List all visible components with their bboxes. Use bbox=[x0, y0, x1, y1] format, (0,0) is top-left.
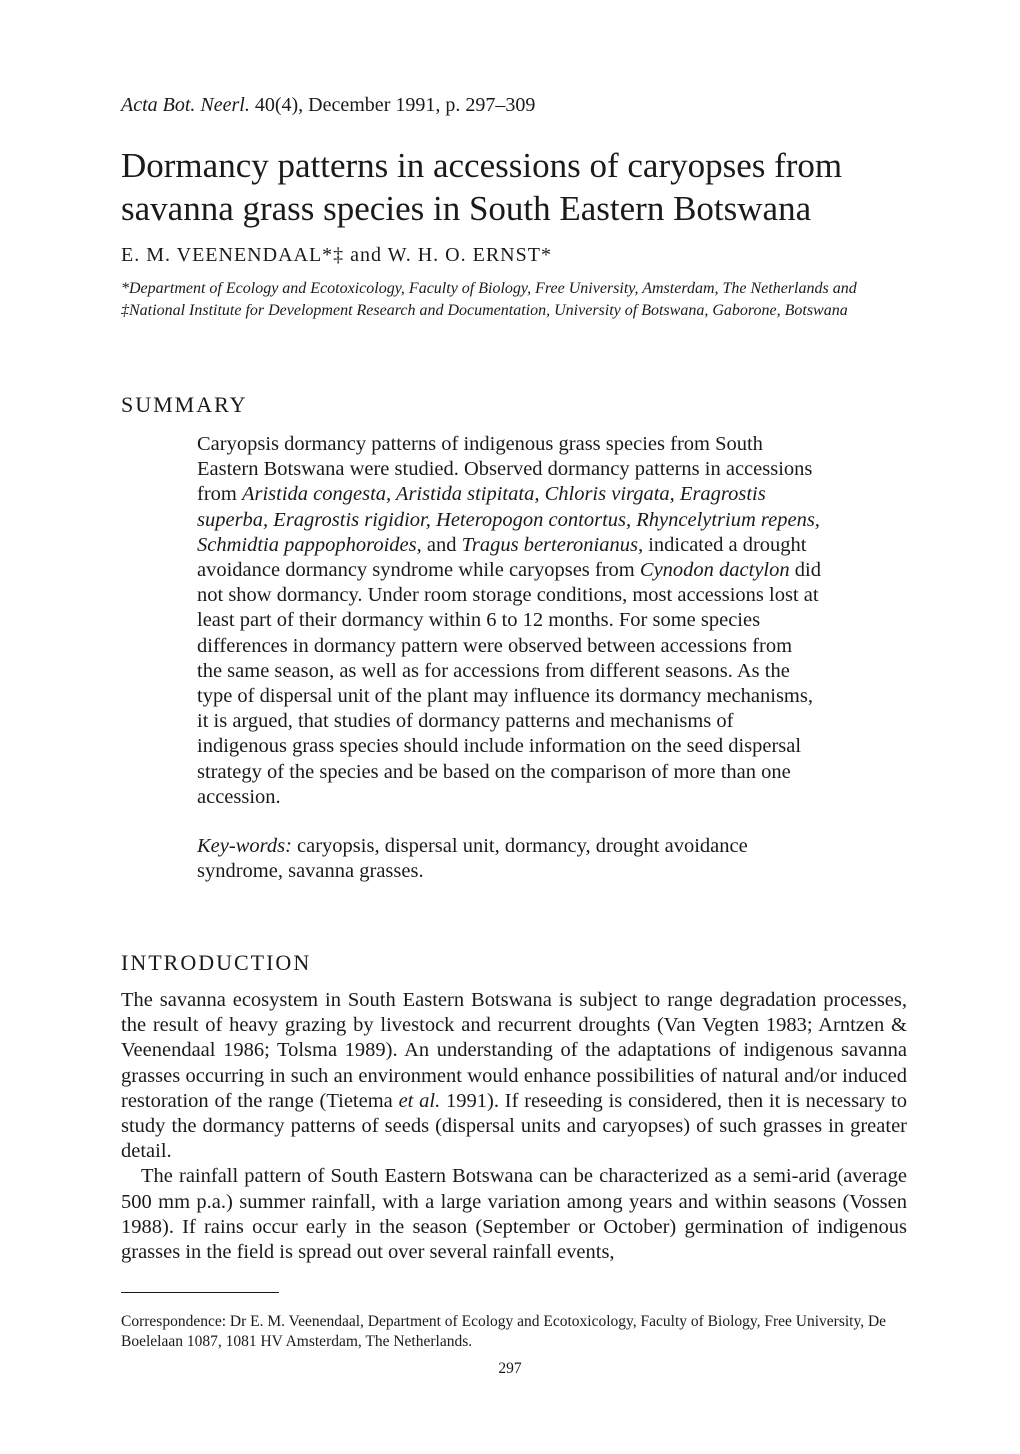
journal-citation bbox=[121, 94, 535, 117]
intro-p1-text-a: The savanna ecosystem in South Eastern Botswana is subject to range degradation processes, the result of heavy grazing by livestock and recurrent droughts (Van Vegten 1983; Arntzen & Veenendaal 1986; Tolsma 1989). An understanding of the adaptations of indigenous savanna grasses occurring in such an environment would enhance possibilities of natural and/or induced restoration of the range (Tietema bbox=[121, 989, 907, 1112]
journal-abbrev: Acta Bot. Neerl. bbox=[121, 94, 250, 116]
summary-heading: SUMMARY bbox=[121, 392, 248, 417]
intro-p1-text-b: 1991). If reseeding is considered, then it is necessary to study the dormancy patterns of seeds (dispersal units and caryopses) of such grasses in greater detail. bbox=[121, 1089, 907, 1163]
summary-body bbox=[197, 432, 822, 884]
introduction-body bbox=[121, 988, 907, 1265]
summary-text-a: Caryopsis dormancy patterns of indigenous grass species from South Eastern Botswana were studied. Observed dormancy patterns in accessions from bbox=[197, 433, 813, 506]
summary-text-c: indicated a drought avoidance dormancy syndrome while caryopses from bbox=[197, 533, 807, 582]
keywords bbox=[197, 834, 822, 884]
article-title: Dormancy patterns in accessions of caryopses from savanna grass species in South Eastern Botswana bbox=[121, 146, 843, 228]
citation-details: 40(4), December 1991, p. 297–309 bbox=[249, 94, 536, 116]
affiliation: *Department of Ecology and Ecotoxicology, Faculty of Biology, Free University, Amsterdam, The Netherlands and ‡National Institute for Development Research and Documentation, University of Botswana, Gaborone, Botswana bbox=[121, 280, 857, 319]
correspondence-footnote: Correspondence: Dr E. M. Veenendaal, Department of Ecology and Ecotoxicology, Faculty of Biology, Free University, De Boelelaan 1087, 1081 HV Amsterdam, The Netherlands. bbox=[121, 1313, 887, 1350]
intro-paragraph-2: The rainfall pattern of South Eastern Botswana can be characterized as a semi-arid (average 500 mm p.a.) summer rainfall, with a large variation among years and within seasons (Vossen 1988). If rains occur early in the season (September or October) germination of indigenous grasses in the field is spread out over several rainfall events, bbox=[121, 1165, 907, 1264]
species-tragus: Tragus berteronianus, bbox=[461, 533, 644, 556]
keywords-label: Key-words: bbox=[197, 835, 292, 858]
authors: E. M. VEENENDAAL*‡ and W. H. O. ERNST* bbox=[121, 244, 552, 266]
species-list: Aristida congesta, Aristida stipitata, Chloris virgata, Eragrostis superba, Eragrostis rigidior, Heteropogon contortus, Rhyncelytrium repens, Schmidtia pappophoroides, bbox=[197, 483, 820, 556]
footnote-divider bbox=[121, 1292, 279, 1293]
keywords-list: caryopsis, dispersal unit, dormancy, drought avoidance syndrome, savanna grasses. bbox=[197, 835, 748, 883]
intro-p1-etal: et al. bbox=[398, 1089, 441, 1112]
summary-paragraph bbox=[197, 432, 822, 810]
intro-paragraph-1 bbox=[121, 988, 907, 1164]
species-cynodon: Cynodon dactylon bbox=[639, 559, 790, 582]
page-number: 297 bbox=[498, 1360, 522, 1377]
summary-text-b: and bbox=[421, 533, 462, 556]
summary-text-d: did not show dormancy. Under room storage conditions, most accessions lost at least part of their dormancy within 6 to 12 months. For some species differences in dormancy pattern were observed between accessions from the same season, as well as for accessions from different seasons. As the type of dispersal unit of the plant may influence its dormancy mechanisms, it is argued, that studies of dormancy patterns and mechanisms of indigenous grass species should include information on the seed dispersal strategy of the species and be based on the comparison of more than one accession. bbox=[197, 559, 821, 808]
introduction-heading: INTRODUCTION bbox=[121, 950, 312, 975]
